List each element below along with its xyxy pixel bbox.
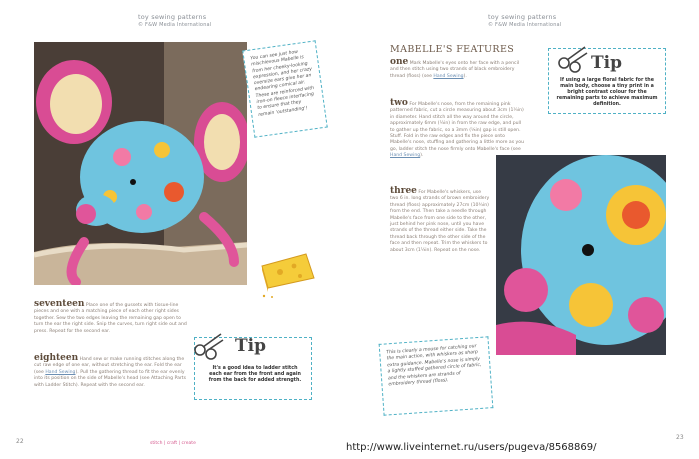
right-header: toy sewing patterns xyxy=(488,13,557,21)
step-three xyxy=(390,188,490,254)
note-box xyxy=(379,336,494,415)
step-eighteen-label: eighteen xyxy=(34,353,79,363)
watermark: http://www.liveinternet.ru/users/pugeva/8568869/ xyxy=(346,442,597,453)
scissors-icon xyxy=(191,330,227,360)
step-seventeen-text: Place one of the gussets with tissue-line pieces and one with a matching piece of each other right sides together. Sew the two edges leaving the remaining gap open to turn the ear the right side. Snip the curves, turn right side out and press. Repeat for the second ear. xyxy=(34,303,187,334)
step-eighteen-link[interactable]: Hand Sewing xyxy=(45,369,76,375)
right-tip-text: If using a large floral fabric for the main body, choose a tiny print in a bright contrast colour for the remaining parts to achieve maximum definition. xyxy=(556,78,658,108)
quote-box xyxy=(242,40,328,137)
mouse-photo xyxy=(34,42,247,285)
step-one-link[interactable]: Hand Sewing xyxy=(433,73,464,79)
left-footer: stitch | craft | create xyxy=(150,441,196,446)
step-one-text2: ). xyxy=(463,73,467,79)
quote-text: You can see just how mischievous Mabelle is from her cheeky-looking expression, and her crazy oversize ears give her an endearing comical air. These are reinforced with iron-on fleece interfacing to ensure that they remain 'outstanding'! xyxy=(250,49,315,118)
cheese-illustration xyxy=(258,248,318,300)
note-text: This is clearly a mouse for catching our the main action, with whiskers as sharp extra guidance. Mabelle's nose is simply a lightly stuffed gathered circle of fabric, and the whiskers are strands of embroidery thread (floss). xyxy=(386,344,482,388)
step-seventeen-label: seventeen xyxy=(34,299,85,309)
right-page-number: 23 xyxy=(676,434,684,441)
step-three-text: For Mabelle's whiskers, use two 6 in. long strands of brown embroidery thread (floss) approximately 27cm (10¾in) from the end. Then take a needle through Mabelle's face from one side to the other, just behind her pink nose, until you have strands of the thread either side. Take the thread back through the other side of the face and then repeat. Trim the whiskers to about 3cm (1¼in). Repeat on the nose. xyxy=(390,190,490,253)
step-two xyxy=(390,100,524,160)
section-title: MABELLE'S FEATURES xyxy=(390,44,515,55)
step-two-link[interactable]: Hand Sewing xyxy=(390,153,421,159)
right-tip-box xyxy=(548,48,666,114)
step-eighteen xyxy=(34,355,190,389)
closeup-illustration xyxy=(496,155,666,355)
left-tip-box xyxy=(194,337,312,400)
step-one-text: Mark Mabelle's eyes onto her face with a pencil and then stitch using two strands of black embroidery thread (floss) (see xyxy=(390,61,520,79)
closeup-photo xyxy=(496,155,666,355)
scissors-icon xyxy=(555,43,591,73)
left-tip-title: Tip xyxy=(235,336,266,356)
step-three-label: three xyxy=(390,186,417,196)
step-one xyxy=(390,59,524,80)
step-one-label: one xyxy=(390,57,409,67)
left-page-number: 22 xyxy=(16,438,24,445)
step-seventeen xyxy=(34,301,190,335)
step-two-label: two xyxy=(390,98,408,108)
left-header: toy sewing patterns xyxy=(138,13,207,21)
step-eighteen-text2: ). Pull the gathering thread to fit the ear evenly into its position on the side of Mabelle's head (see Attaching Parts with Ladder Stitch). Repeat with the second ear. xyxy=(34,369,186,388)
left-tip-text: It's a good idea to ladder stitch each ear from the front and again from the back for added strength. xyxy=(208,366,302,384)
right-subheader: © F&W Media International xyxy=(488,22,562,28)
cheese-icon xyxy=(258,248,318,300)
step-eighteen-text: Hand sew or make running stitches along the cut raw edge of one ear, without stretching the ear. Fold the ear (see xyxy=(34,357,185,375)
mouse-illustration xyxy=(34,42,247,285)
step-two-text2: ). xyxy=(420,153,424,159)
step-two-text: For Mabelle's nose, from the remaining pink patterned fabric, cut a circle measuring about 3cm (1¼in) in diameter. Hand stitch all the way around the circle, approximately 6mm (¼in) in from the raw edge, and pull to gather up the fabric, so a 3mm (⅛in) gap is still open. Stuff. Fold in the raw edges and fix the piece onto Mabelle's nose, stuffing and gathering a little more as you go, ladder stitch the nose firmly onto Mabelle's face (see xyxy=(390,102,524,152)
right-tip-title: Tip xyxy=(591,53,622,73)
left-subheader: © F&W Media International xyxy=(138,22,212,28)
